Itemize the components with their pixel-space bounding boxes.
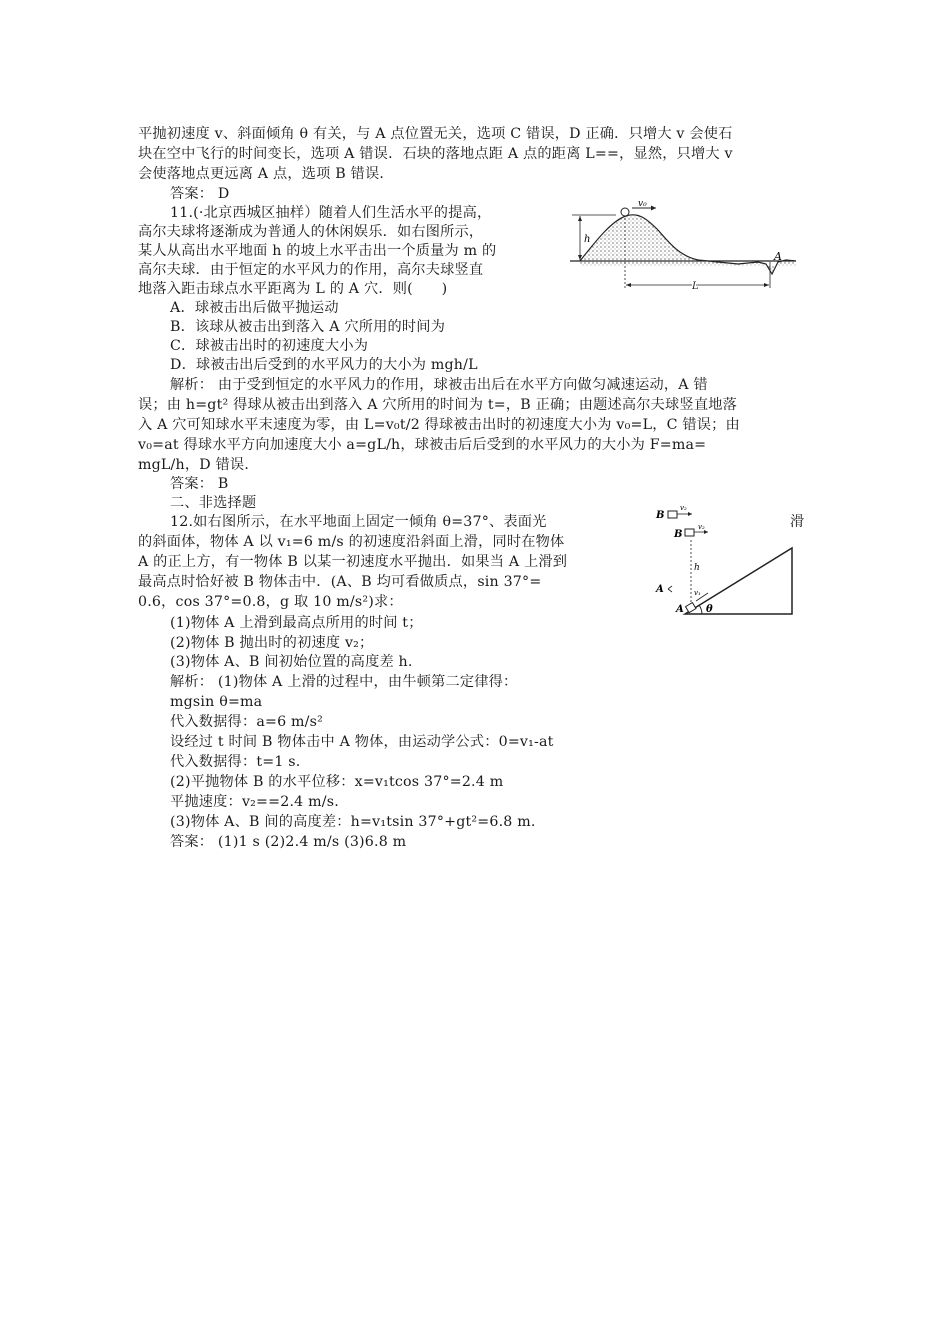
question-11-line: 地落入距击球点水平距离为 L 的 A 穴．则( ) <box>138 281 448 297</box>
h-label: h <box>694 563 700 573</box>
answer-line: 答案： D <box>170 186 230 202</box>
question-11-line: 高尔夫球．由于恒定的水平风力的作用，高尔夫球竖直 <box>138 262 484 278</box>
object-a <box>686 603 696 613</box>
section-heading: 二、非选择题 <box>170 495 257 511</box>
theta-label: θ <box>706 604 713 615</box>
solution-11-line: 误；由 h=gt² 得球从被击出到落入 A 穴所用的时间为 t=，B 正确；由题述高尔夫球竖直地落 <box>138 397 737 413</box>
option-d: D．球被击出后受到的水平风力的大小为 mgh/L <box>170 357 478 373</box>
incline-figure <box>650 498 800 622</box>
object-b-initial <box>668 511 677 518</box>
solution-12-line: 平抛速度：v₂==2.4 m/s. <box>170 794 339 810</box>
question-12-line: 最高点时恰好被 B 物体击中．(A、B 均可看做质点，sin 37°= <box>138 574 542 590</box>
solution-11-line: 入 A 穴可知球水平末速度为零，由 L=v₀t/2 得球被击出时的初速度大小为 v₀=L，C 错误；由 <box>138 417 740 433</box>
question-11-line: 11.(·北京西城区抽样）随着人们生活水平的提高， <box>170 205 492 221</box>
solution-12-line: 设经过 t 时间 B 物体击中 A 物体，由运动学公式：0=v₁-at <box>170 734 554 750</box>
answer-line: 答案： B <box>170 476 229 492</box>
solution-11-line: mgL/h，D 错误． <box>138 457 259 473</box>
question-11-line: 高尔夫球将逐渐成为普通人的休闲娱乐．如右图所示， <box>138 224 484 240</box>
solution-12-line: 代入数据得：t=1 s. <box>170 754 301 770</box>
question-11-line: 某人从高出水平地面 h 的坡上水平击出一个质量为 m 的 <box>138 243 497 259</box>
question-12-line: 的斜面体，物体 A 以 v₁=6 m/s 的初速度沿斜面上滑，同时在物体 <box>138 534 565 550</box>
golf-hill-figure <box>568 198 798 298</box>
solution-12-line: 解析： (1)物体 A 上滑的过程中，由牛顿第二定律得： <box>170 674 518 690</box>
text-line: 会使落地点更远离 A 点，选项 B 错误． <box>138 166 394 182</box>
v0-label: v₀ <box>638 199 647 209</box>
solution-12-line: 代入数据得：a=6 m/s² <box>170 714 324 730</box>
a-base-label: A <box>676 604 684 615</box>
golf-ball <box>621 208 629 216</box>
question-12-line-tail: 滑 <box>790 514 805 530</box>
question-12-part: (3)物体 A、B 间初始位置的高度差 h. <box>170 654 413 670</box>
b-mid-label: B <box>674 529 683 540</box>
question-12-line: A 的正上方，有一物体 B 以某一初速度水平抛出．如果当 A 上滑到 <box>138 554 568 570</box>
text-line: 块在空中飞行的时间变长，选项 A 错误．石块的落地点距 A 点的距离 L==，显然，只增大 v <box>138 146 733 162</box>
v1-label: v₁ <box>694 589 701 597</box>
l-label: L <box>692 281 699 292</box>
question-12-line: 0.6，cos 37°=0.8，g 取 10 m/s²)求： <box>138 594 403 610</box>
b-top-label: B <box>656 510 665 521</box>
a-side-label: A <box>656 584 664 595</box>
solution-11-line: v₀=at 得球水平方向加速度大小 a=gL/h，球被击后后受到的水平风力的大小为 F=ma= <box>138 437 707 453</box>
velocity-arrowhead <box>651 206 656 211</box>
question-12-part: (1)物体 A 上滑到最高点所用的时间 t； <box>170 615 423 631</box>
solution-12-line: (3)物体 A、B 间的高度差：h=v₁tsin 37°+gt²=6.8 m. <box>170 814 536 830</box>
option-b: B．该球从被击出到落入 A 穴所用的时间为 <box>170 319 446 335</box>
question-12-part: (2)物体 B 抛出时的初速度 v₂； <box>170 635 374 651</box>
answer-line: 答案： (1)1 s (2)2.4 m/s (3)6.8 m <box>170 834 407 850</box>
solution-11-line: 解析： 由于受到恒定的水平风力的作用，球被击出后在水平方向做匀减速运动，A 错 <box>170 377 708 393</box>
a-hole-label: A <box>774 250 782 263</box>
object-b <box>685 529 694 536</box>
incline-block <box>685 548 792 614</box>
question-12-line: 12.如右图所示，在水平地面上固定一倾角 θ=37°、表面光 <box>170 514 547 530</box>
option-c: C．球被击出时的初速度大小为 <box>170 338 369 354</box>
solution-12-line: mgsin θ=ma <box>170 694 263 710</box>
option-a: A．球被击出后做平抛运动 <box>170 300 339 316</box>
text-line: 平抛初速度 v、斜面倾角 θ 有关，与 A 点位置无关，选项 C 错误，D 正确．只增大 v 会使石 <box>138 126 733 142</box>
v2-mid-label: v₂ <box>698 523 705 531</box>
v2-top-label: v₂ <box>680 504 687 512</box>
h-label: h <box>584 234 591 245</box>
solution-12-line: (2)平抛物体 B 的水平位移：x=v₁tcos 37°=2.4 m <box>170 774 504 790</box>
